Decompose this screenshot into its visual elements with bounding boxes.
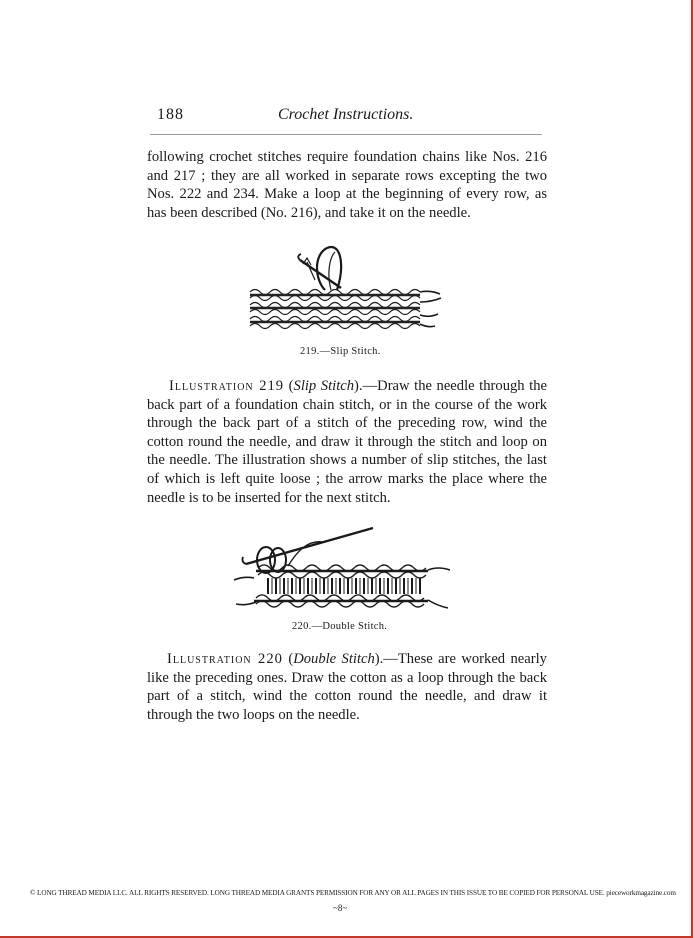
figure-220-caption: 220.—Double Stitch. (292, 621, 388, 632)
running-head (155, 106, 545, 128)
header-rule (150, 134, 542, 135)
slip-stitch-illustration (245, 240, 445, 340)
copyright-notice: © LONG THREAD MEDIA LLC. ALL RIGHTS RESERVED. LONG THREAD MEDIA GRANTS PERMISSION FOR ANY OR ALL PAGES IN THIS ISSUE TO BE COPIED FOR PERSONAL USE. pieceworkmagazine.com (30, 889, 676, 897)
illustration-label: Illustration 219 (169, 378, 285, 394)
paragraph-double-stitch (147, 650, 547, 724)
paragraph-body: —Draw the needle through the back part of a foundation chain stitch, or in the course of the work through the back part of a stitch of the preceding row, wind the cotton round the needle, and draw it through the stitch and loop on the needle. The illustration shows a number of slip stitches, the last of which is left quite loose ; the arrow marks the place where the needle is to be inserted for the next stitch. (147, 378, 547, 506)
stitch-title: Slip Stitch (293, 378, 355, 394)
paragraph-slip-stitch (147, 377, 547, 507)
figure-219-caption: 219.—Slip Stitch. (300, 346, 381, 357)
open-paren: ( (282, 651, 294, 667)
close-paren: ). (374, 651, 384, 667)
page-number: 188 (157, 106, 184, 123)
open-paren: ( (284, 378, 294, 394)
paragraph-body: —These are worked nearly like the preceding ones. Draw the cotton as a loop through the back part of a stitch, wind the cotton round the needle, and draw it through the two loops on the needle. (147, 651, 547, 723)
book-title: Crochet Instructions. (278, 106, 414, 123)
double-stitch-illustration (228, 520, 453, 615)
paragraph-intro: following crochet stitches require foundation chains like Nos. 216 and 217 ; they are all worked in separate rows excepting the two Nos. 222 and 234. Make a loop at the beginning of every row, as has been described (No. 216), and take it on the needle. (147, 149, 547, 221)
footer-page-marker: ~8~ (333, 903, 348, 913)
stitch-title: Double Stitch (293, 651, 375, 667)
close-paren: ). (354, 378, 363, 394)
illustration-label: Illustration 220 (167, 651, 283, 667)
